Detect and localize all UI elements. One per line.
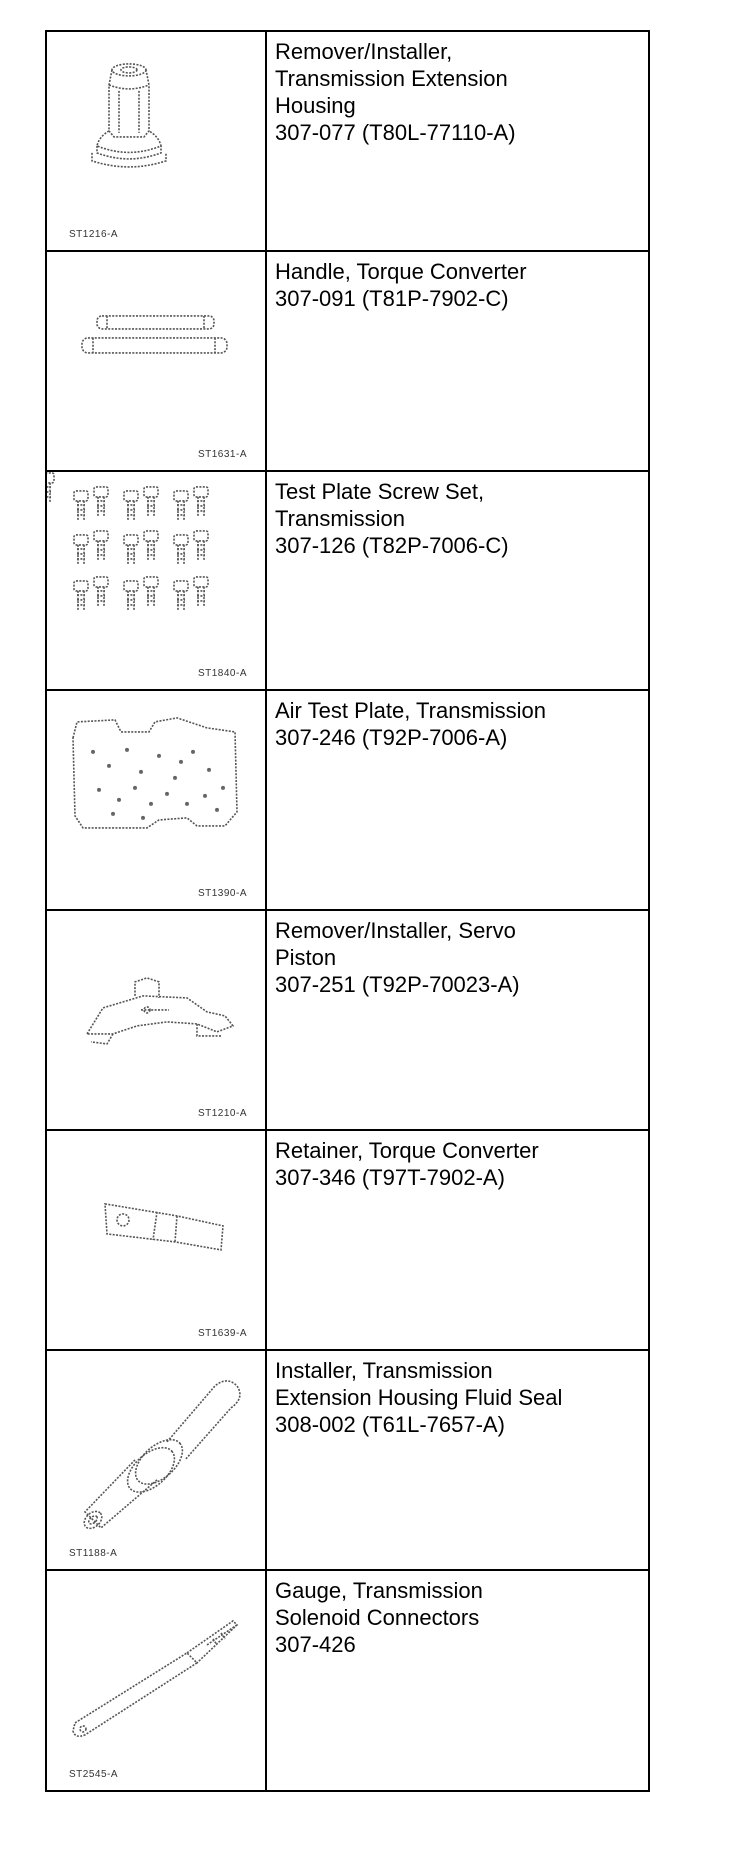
connector-gauge-icon [47,1571,265,1791]
tool-row [47,691,648,911]
tool-description [267,691,648,909]
figure-code: ST1188-A [69,1547,118,1559]
part-number: 307-246 (T92P-7006-A) [275,725,508,751]
figure-code: ST1840-A [197,668,247,680]
tool-illustration-cell [47,1351,267,1569]
figure-code: ST2545-A [69,1769,119,1781]
tool-row [47,911,648,1131]
tool-description [267,911,648,1129]
tool-illustration-cell [47,32,267,250]
part-number: 307-346 (T97T-7902-A) [275,1164,505,1190]
description-line: Remover/Installer, Servo [275,918,516,944]
tool-illustration-cell [47,911,267,1129]
description-line: Retainer, Torque Converter [275,1137,539,1163]
tool-row [47,1131,648,1351]
tool-illustration-cell [47,472,267,690]
figure-code: ST1390-A [197,888,247,900]
tool-illustration-cell [47,252,267,470]
description-line: Extension Housing Fluid Seal [275,1384,563,1410]
seal-installer-icon [47,1351,265,1569]
tool-description [267,1571,648,1791]
part-number: 307-426 [275,1631,356,1657]
tool-description [267,252,648,470]
description-line: Gauge, Transmission [275,1577,483,1603]
converter-retainer-icon [47,1131,265,1349]
special-tools-table [45,30,650,1792]
tool-illustration-cell [47,1131,267,1349]
description-line: Transmission Extension [275,66,508,91]
tool-illustration-cell [47,691,267,909]
description-line: Air Test Plate, Transmission [275,698,547,724]
part-number: 308-002 (T61L-7657-A) [275,1411,505,1437]
servo-piston-tool-icon [47,911,265,1129]
part-number: 307-077 (T80L-77110-A) [275,120,516,145]
description-line: Piston [275,945,337,971]
handle-bars-icon [47,252,265,470]
figure-code: ST1631-A [197,448,247,460]
tool-description [267,1351,648,1569]
part-number: 307-091 (T81P-7902-C) [275,285,509,311]
figure-code: ST1210-A [197,1107,247,1119]
tool-row [47,1351,648,1571]
figure-code: ST1639-A [197,1327,247,1339]
screw-set-icon [47,472,265,690]
air-test-plate-icon [47,691,265,909]
tool-description [267,1131,648,1349]
tool-row [47,252,648,472]
tool-description [267,32,648,250]
tool-row [47,472,648,692]
part-number: 307-126 (T82P-7006-C) [275,532,509,558]
description-line: Installer, Transmission [275,1357,493,1383]
description-line: Remover/Installer, [275,39,453,64]
tool-illustration-cell [47,1571,267,1791]
description-line: Test Plate Screw Set, [275,478,485,504]
tool-row [47,1571,648,1791]
description-line: Transmission [275,505,405,531]
description-line: Housing [275,93,356,118]
description-line: Handle, Torque Converter [275,258,527,284]
figure-code: ST1216-A [69,228,119,240]
tool-row [47,32,648,252]
tool-description [267,472,648,690]
description-line: Solenoid Connectors [275,1604,480,1630]
part-number: 307-251 (T92P-70023-A) [275,972,520,998]
extension-housing-remover-icon [47,32,265,250]
